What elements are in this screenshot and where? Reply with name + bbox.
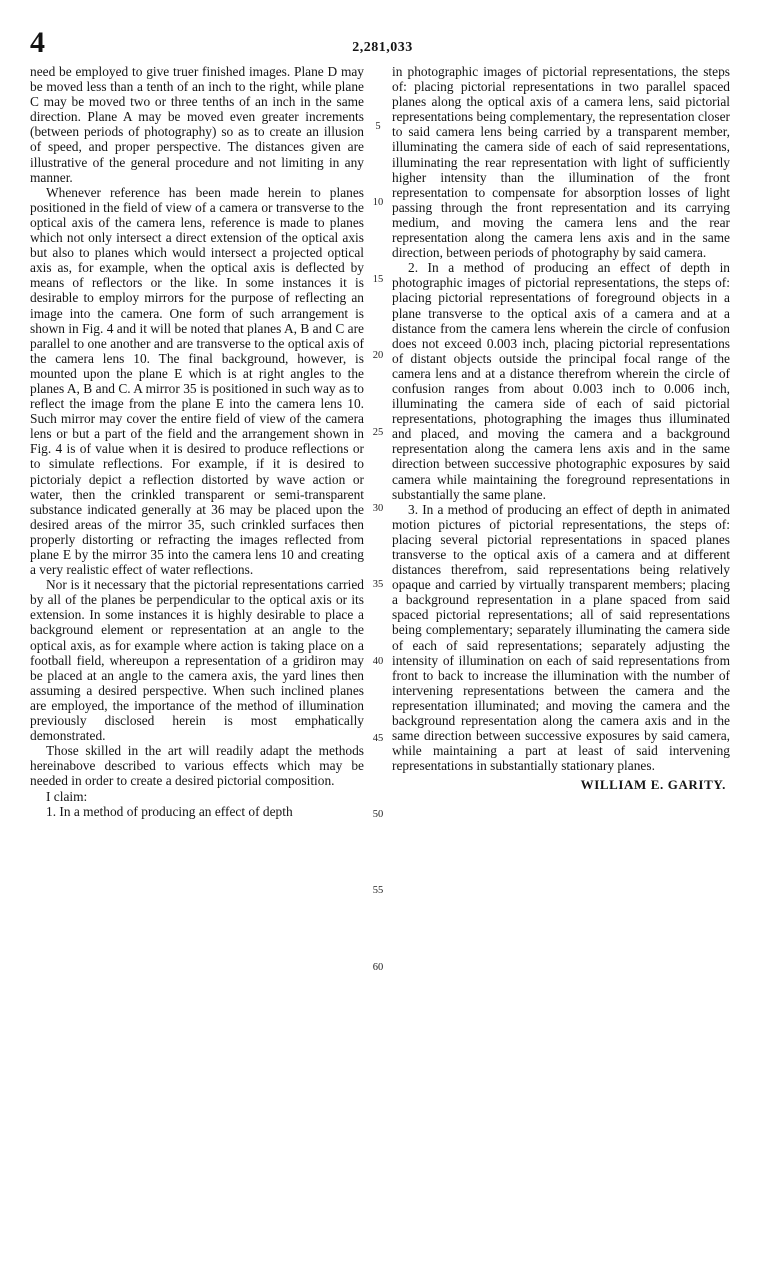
line-number-50: 50 <box>372 809 384 820</box>
line-number-5: 5 <box>375 121 381 132</box>
claim-3: 3. In a method of producing an effect of depth in animated motion pictures of pictorial representations, the steps of: placing several pictorial representations in spaced planes transverse to the optical axis of a camera and at different distances therefrom, said representations being relatively opaque and carried by virtually transparent members; placing a background representation in a plane spaced from said spaced pictorial representations; all of said representations being complementary; separately illuminating the camera side of each of said representations; separately adjusting the intensity of illumination on each of said representations from front to back to increase the illumination with the number of intervening representations between the camera and the representation illuminated; and moving the camera and the background representation along the camera axis and in the same direction between successive exposures by said camera, while maintaining a part at least of said intervening representations in substantially stationary planes. <box>392 501 730 774</box>
right-column <box>392 64 730 793</box>
claim-intro: I claim: <box>46 788 88 804</box>
line-number-60: 60 <box>372 962 384 973</box>
paragraph-plane-movement: need be employed to give truer finished images. Plane D may be moved less than a tenth of an inch to the right, while plane C may be moved two or three tenths of an inch in the same direction. Plane A may be moved even greater increments (between periods of photography) so as to create an illusion of speed, and proper perspective. The distances given are illustrative of the general procedure and not limiting in any manner. <box>30 64 364 185</box>
line-number-25: 25 <box>372 427 384 438</box>
line-number-10: 10 <box>372 197 384 208</box>
inventor-signature: WILLIAM E. GARITY. <box>580 777 726 793</box>
paragraph-inclined-planes: Nor is it necessary that the pictorial representations carried by all of the planes be perpendicular to the optical axis or its extension. In some instances it is highly desirable to place a background element or representation at an angle to the optical axis, as for example where action is taking place on a football field, whereupon a representation of a gridiron may be placed at an angle to the camera axis, the yard lines then assuming a desired perspective. When such inclined planes are employed, the importance of the method of illumination previously disclosed herein is most emphatically demonstrated. <box>30 577 364 744</box>
line-number-20: 20 <box>372 350 384 361</box>
line-number-30: 30 <box>372 503 384 514</box>
page-number: 4 <box>30 26 45 59</box>
claim-1-start: 1. In a method of producing an effect of depth <box>46 803 293 819</box>
line-number-45: 45 <box>372 733 384 744</box>
paragraph-conclusion: Those skilled in the art will readily adapt the methods hereinabove described to various effects which may be needed in order to create a desired pictorial composition. <box>30 743 364 789</box>
claim-2: 2. In a method of producing an effect of depth in photographic images of pictorial representations, the steps of: placing pictorial representations of foreground objects in a plane transverse to the optical axis of a camera and at a distance from the camera lens wherein the circle of confusion does not exceed 0.003 inch, placing pictorial representations of distant objects outside the principal focal range of the camera lens and at a distance therefrom wherein the circle of confusion ranges from about 0.003 inch to 0.006 inch, illuminating the camera side of each of said pictorial representations, photographing the images thus illuminated and placed, and moving the camera and a background representation along the camera lens axis and in the same direction between successive photographic exposures by said camera while maintaining the foreground representations in substantially the same plane. <box>392 260 730 502</box>
left-column <box>30 64 364 819</box>
paragraph-planes-and-mirrors: Whenever reference has been made herein to planes positioned in the field of view of a camera or transverse to the optical axis of the camera lens, reference is made to planes which not only intersect a direct extension of the optical axis but also to planes which would intersect a projected optical axis as, for example, when the optical axis is deflected by means of reflectors or the like. In some instances it is desirable to employ mirrors for the purpose of reflecting an image into the camera. One form of such arrangement is shown in Fig. 4 and it will be noted that planes A, B and C are parallel to one another and are transverse to the optical axis of the camera lens 10. The final background, however, is mounted upon the plane E which is at right angles to the planes A, B and C. A mirror 35 is positioned in such way as to reflect the image from the plane E into the camera lens 10. Such mirror may cover the entire field of view of the camera lens or but a part of the field and the arrangement shown in Fig. 4 is of value when it is desired to produce reflections or to simulate reflections. For example, if it is desired to pictorialy depict a reflection distorted by wave action or water, then the crinkled transparent or semi-transparent substance indicated generally at 36 may be placed upon the desired areas of the mirror 35, such crinkled surfaces then properly distorting or refracting the images reflected from plane E by the mirror 35 into the camera lens 10 and creating a very realistic effect of water reflections. <box>30 184 364 578</box>
claim-1-continuation: in photographic images of pictorial representations, the steps of: placing pictorial representations in two parallel spaced planes along the optical axis of a camera lens, said pictorial representations being complementary, the representation closer to said camera lens being carried by a transparent member, illuminating the camera side of each of said representations, illuminating the rear representation with light of sufficiently higher intensity than the illumination of the front representation to compensate for absorption losses of light passing through the front representation and its carrying medium, and moving the camera lens and the rear representation along the camera lens axis and in the same direction, between periods of photography by said camera. <box>392 64 730 261</box>
line-number-35: 35 <box>372 579 384 590</box>
line-number-40: 40 <box>372 656 384 667</box>
patent-number: 2,281,033 <box>352 40 413 55</box>
line-number-55: 55 <box>372 885 384 896</box>
line-number-15: 15 <box>372 274 384 285</box>
